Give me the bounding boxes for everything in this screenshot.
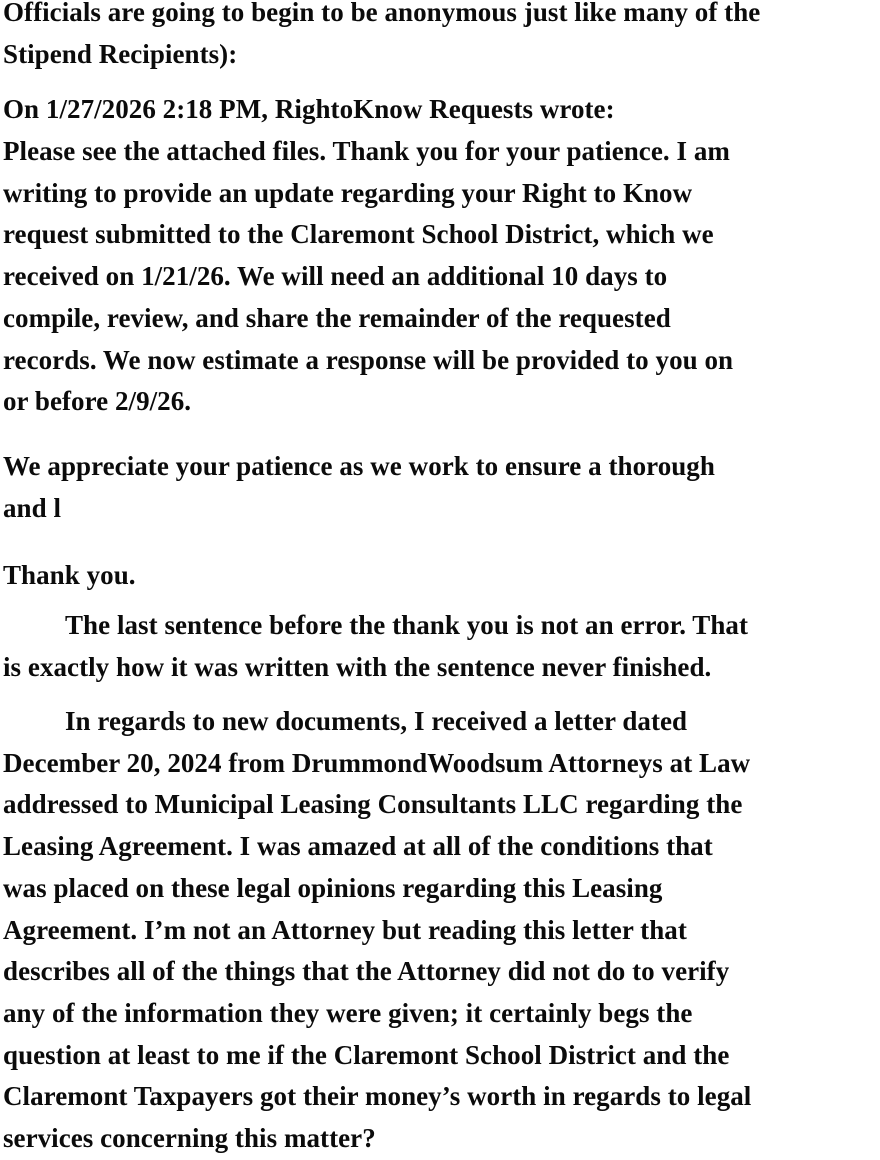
quoted-email-header: On 1/27/2026 2:18 PM, RightoKnow Requests wrote: [3, 94, 615, 124]
intro-paragraph: Officials are going to begin to be anonymous just like many of the Stipend Recipients): [3, 0, 761, 69]
quoted-email-body: Please see the attached files. Thank you for your patience. I am writing to provide an update regarding your Right to Know request submitted to the Claremont School District, which we received on 1/21/26. We will need an additional 10 days to compile, review, and share the remainder of the requested records. We now estimate a response will be provided to you on or before 2/9/26. [3, 136, 734, 417]
regards-paragraph: In regards to new documents, I received a letter dated December 20, 2024 from DrummondWoodsum Attorneys at Law addressed to Municipal Leasing Consultants LLC regarding the Leasing Agreement. I was amazed at all of the conditions that was placed on these legal opinions regarding this Leasing Agreement. I’m not an Attorney but reading this letter that describes all of the things that the Attorney did not do to verify any of the information they were given; it certainly begs the question at least to me if the Claremont School District and the Claremont Taxpayers got their money’s worth in regards to legal services concerning this matter? [3, 706, 752, 1154]
note-paragraph: The last sentence before the thank you is not an error. That is exactly how it was written with the sentence never finished. [3, 610, 749, 682]
quoted-email-closing: Thank you. [3, 560, 136, 590]
quoted-email-appreciation: We appreciate your patience as we work to ensure a thorough and l [3, 451, 715, 523]
